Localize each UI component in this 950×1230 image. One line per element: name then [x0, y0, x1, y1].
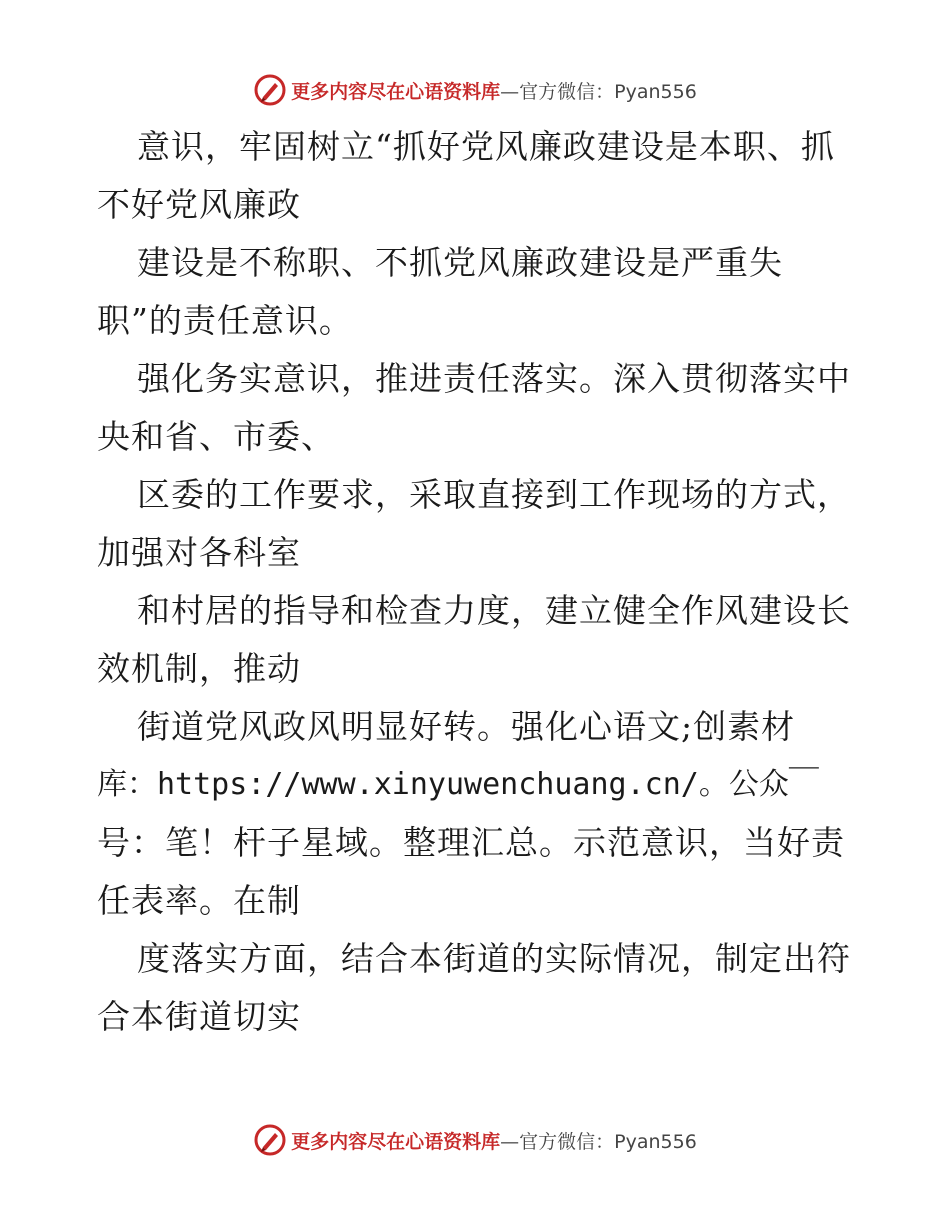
- document-body: [97, 118, 857, 1046]
- body-line: 意识，牢固树立“抓好党风廉政建设是本职、抓: [137, 127, 835, 166]
- header-banner-separator: —: [500, 80, 520, 103]
- body-line: 合本街道切实: [97, 997, 301, 1036]
- body-line: 和村居的指导和检查力度，建立健全作风建设长: [137, 591, 851, 630]
- footer-banner-text: [291, 1127, 697, 1154]
- footer-banner-wechat: 官方微信：Pyan556: [519, 1130, 697, 1153]
- header-banner-text: [291, 77, 697, 104]
- body-line: 效机制，推动: [97, 649, 301, 688]
- body-line: 区委的工作要求，采取直接到工作现场的方式，: [137, 475, 851, 514]
- footer-banner-red: 更多内容尽在心语资料库: [291, 1130, 501, 1153]
- body-line: 建设是不称职、不抓党风廉政建设是严重失: [137, 243, 783, 282]
- header-banner-wechat: 官方微信：Pyan556: [519, 80, 697, 103]
- body-line: 号：笔！杆子星域。整理汇总。示范意识，当好责: [97, 823, 845, 862]
- body-line: 度落实方面，结合本街道的实际情况，制定出符: [137, 939, 851, 978]
- body-line: 加强对各科室: [97, 533, 301, 572]
- pen-logo-icon: [253, 73, 287, 107]
- body-line: 央和省、市委、: [97, 417, 335, 456]
- body-line: 职”的责任意识。: [97, 301, 353, 340]
- footer-banner: [0, 1120, 950, 1160]
- body-line: 不好党风廉政: [97, 185, 301, 224]
- header-banner-red: 更多内容尽在心语资料库: [291, 80, 501, 103]
- footer-banner-separator: —: [500, 1130, 520, 1153]
- header-banner: [0, 70, 950, 110]
- body-line: 任表率。在制: [97, 881, 301, 920]
- pen-logo-icon: [253, 1123, 287, 1157]
- body-line-url: 库：https://www.xinyuwenchuang.cn/。公众￣: [97, 767, 819, 802]
- body-line: 强化务实意识，推进责任落实。深入贯彻落实中: [137, 359, 851, 398]
- body-line: 街道党风政风明显好转。强化心语文;创素材: [137, 707, 796, 746]
